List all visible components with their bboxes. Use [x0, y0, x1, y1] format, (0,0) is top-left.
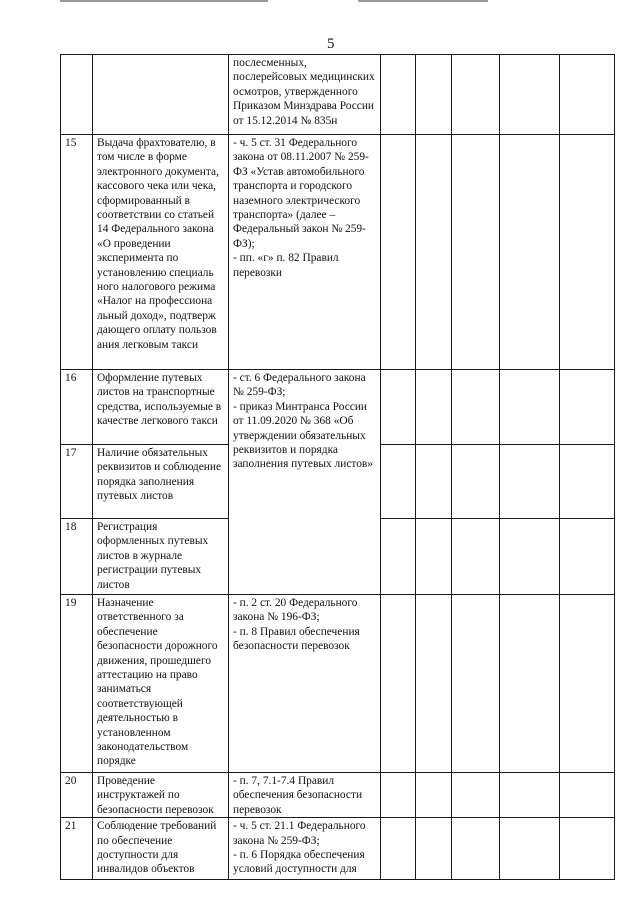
page-number: 5	[327, 36, 335, 52]
answer-cell	[560, 773, 615, 818]
answer-cell	[416, 818, 452, 880]
answer-cell	[560, 445, 615, 519]
row-number: 17	[61, 445, 93, 519]
table-row	[61, 818, 615, 880]
requirement-text: Регистрация оформленных путевых листов в журнале регистрации путевых листов	[93, 519, 229, 595]
row-number: 16	[61, 370, 93, 445]
answer-cell	[452, 370, 500, 445]
answer-cell	[416, 55, 452, 135]
answer-cell	[500, 445, 560, 519]
answer-cell	[452, 135, 500, 370]
answer-cell	[416, 773, 452, 818]
legal-basis-text: - п. 7, 7.1-7.4 Правил обеспечения безопасности перевозок	[229, 773, 381, 818]
answer-cell	[500, 773, 560, 818]
answer-cell	[381, 445, 416, 519]
answer-cell	[500, 595, 560, 773]
answer-cell	[381, 370, 416, 445]
answer-cell	[560, 595, 615, 773]
answer-cell	[416, 135, 452, 370]
answer-cell	[560, 55, 615, 135]
table-row	[61, 135, 615, 370]
answer-cell	[560, 135, 615, 370]
answer-cell	[452, 595, 500, 773]
answer-cell	[381, 135, 416, 370]
legal-basis-text: - п. 2 ст. 20 Федерального закона № 196-ФЗ; - п. 8 Правил обеспечения безопасности перевозок	[229, 595, 381, 773]
answer-cell	[416, 595, 452, 773]
requirement-text	[93, 55, 229, 135]
answer-cell	[452, 55, 500, 135]
row-number: 18	[61, 519, 93, 595]
row-number: 19	[61, 595, 93, 773]
answer-cell	[560, 519, 615, 595]
table-row	[61, 370, 615, 445]
requirement-text: Наличие обязательных реквизитов и соблюдение порядка заполнения путевых листов	[93, 445, 229, 519]
legal-basis-text: - ч. 5 ст. 21.1 Федерального закона № 259-ФЗ; - п. 6 Порядка обеспечения условий доступности для	[229, 818, 381, 880]
answer-cell	[381, 818, 416, 880]
top-rule-left	[60, 0, 268, 2]
requirements-table	[60, 54, 615, 880]
answer-cell	[560, 370, 615, 445]
requirement-text: Проведение инструктажей по безопасности перевозок	[93, 773, 229, 818]
answer-cell	[381, 519, 416, 595]
answer-cell	[452, 519, 500, 595]
answer-cell	[500, 55, 560, 135]
answer-cell	[416, 519, 452, 595]
answer-cell	[500, 370, 560, 445]
answer-cell	[416, 370, 452, 445]
legal-basis-text: - ст. 6 Федерального закона № 259-ФЗ; - приказ Минтранса России от 11.09.2020 № 368 «Об утверждении обязательных реквизитов и порядка заполнения путевых листов»	[229, 370, 381, 595]
table-row	[61, 55, 615, 135]
requirement-text: Оформление путевых листов на транспортные средства, используемые в качестве легкового такси	[93, 370, 229, 445]
row-number	[61, 55, 93, 135]
legal-basis-text: - ч. 5 ст. 31 Федерального закона от 08.11.2007 № 259-ФЗ «Устав автомобильного транспорта и городского наземного электрического транспорта» (далее – Федеральный закон № 259-ФЗ); - пп. «г» п. 82 Правил перевозки	[229, 135, 381, 370]
answer-cell	[452, 818, 500, 880]
answer-cell	[500, 519, 560, 595]
row-number: 21	[61, 818, 93, 880]
requirement-text: Выдача фрахтователю, в том числе в форме электронного документа, кассового чека или чека, сформированный в соответствии со статьей 14 Федерального закона «О проведении эксперимента по установлению специаль ного налогового режима «Налог на профессиона льный доход», подтверж дающего оплату пользов ания легковым такси	[93, 135, 229, 370]
answer-cell	[452, 773, 500, 818]
answer-cell	[452, 445, 500, 519]
answer-cell	[560, 818, 615, 880]
answer-cell	[500, 135, 560, 370]
answer-cell	[381, 55, 416, 135]
answer-cell	[381, 595, 416, 773]
table-row	[61, 773, 615, 818]
table-row	[61, 595, 615, 773]
legal-basis-text: послесменных, послерейсовых медицинских осмотров, утвержденного Приказом Минздрава России от 15.12.2014 № 835н	[229, 55, 381, 135]
answer-cell	[416, 445, 452, 519]
row-number: 15	[61, 135, 93, 370]
row-number: 20	[61, 773, 93, 818]
requirement-text: Назначение ответственного за обеспечение безопасности дорожного движения, прошедшего аттестацию на право заниматься соответствующей деятельностью в установленном законодательством порядке	[93, 595, 229, 773]
answer-cell	[500, 818, 560, 880]
answer-cell	[381, 773, 416, 818]
top-rule-right	[358, 0, 488, 2]
requirement-text: Соблюдение требований по обеспечение доступности для инвалидов объектов	[93, 818, 229, 880]
